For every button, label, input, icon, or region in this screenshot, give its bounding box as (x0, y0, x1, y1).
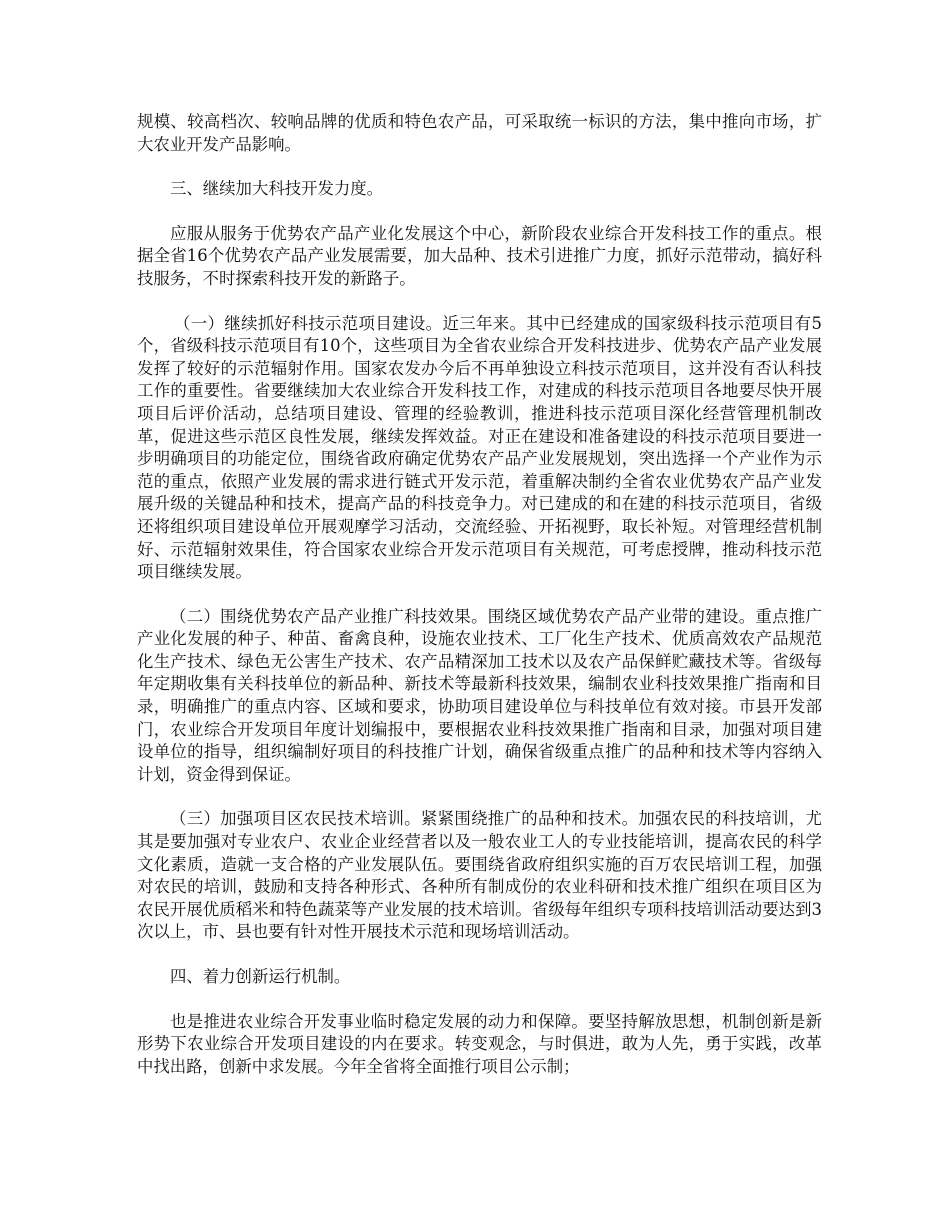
paragraph-subsection-3: （三）加强项目区农民技术培训。紧紧围绕推广的品种和技术。加强农民的科技培训，尤其是要加强对专业农户、农业企业经营者以及一般农业工人的专业技能培训，提高农民的科学文化素质，造就一支合格的产业发展队伍。要围绕省政府组织实施的百万农民培训工程，加强对农民的培训，鼓励和支持各种形式、各种所有制成份的农业科研和技术推广组织在项目区为农民开展优质稻米和特色蔬菜等产业发展的技术培训。省级每年组织专项科技培训活动要达到3次以上，市、县也要有针对性开展技术示范和现场培训活动。 (137, 809, 822, 942)
paragraph-gap (137, 156, 822, 178)
paragraph-section-4-intro: 也是推进农业综合开发事业临时稳定发展的动力和保障。要坚持解放思想，机制创新是新形势下农业综合开发项目建设的内在要求。转变观念，与时俱进，敢为人先，勇于实践，改革中找出路，创新中求发展。今年全省将全面推行项目公示制； (137, 1011, 822, 1076)
paragraph-gap (137, 989, 822, 1011)
paragraph-subsection-2: （二）围绕优势农产品产业推广科技效果。围绕区域优势农产品产业带的建设。重点推广产业化发展的种子、种苗、畜禽良种，设施农业技术、工厂化生产技术、优质高效农产品规范化生产技术、绿色无公害生产技术、农产品精深加工技术以及农产品保鲜贮藏技术等。省级每年定期收集有关科技单位的新品种、新技术等最新科技效果，编制农业科技效果推广指南和目录，明确推广的重点内容、区域和要求，协助项目建设单位与科技单位有效对接。市县开发部门，农业综合开发项目年度计划编报中，要根据农业科技效果推广指南和目录，加强对项目建设单位的指导，组织编制好项目的科技推广计划，确保省级重点推广的品种和技术等内容纳入计划，资金得到保证。 (137, 606, 822, 784)
paragraph-gap (137, 786, 822, 808)
paragraph-gap (137, 201, 822, 223)
paragraph-section-3-intro: 应服从服务于优势农产品产业化发展这个中心，新阶段农业综合开发科技工作的重点。根据全省16个优势农产品产业发展需要，加大品种、技术引进推广力度，抓好示范带动，搞好科技服务，不时探索科技开发的新路子。 (137, 223, 822, 288)
document-page (137, 111, 822, 1078)
paragraph-gap (137, 944, 822, 966)
section-heading-4: 四、着力创新运行机制。 (170, 967, 351, 986)
paragraph-gap (137, 584, 822, 606)
paragraph-gap (137, 291, 822, 313)
paragraph-subsection-1: （一）继续抓好科技示范项目建设。近三年来。其中已经建成的国家级科技示范项目有5个，省级科技示范项目有10个，这些项目为全省农业综合开发科技进步、优势农产品产业发展发挥了较好的示范辐射作用。国家农发办今后不再单独设立科技示范项目，这并没有否认科技工作的重要性。省要继续加大农业综合开发科技工作，对建成的科技示范项目各地要尽快开展项目后评价活动，总结项目建设、管理的经验教训，推进科技示范项目深化经营管理机制改革，促进这些示范区良性发展，继续发挥效益。对正在建设和准备建设的科技示范项目要进一步明确项目的功能定位，围绕省政府确定优势农产品产业发展规划，突出选择一个产业作为示范的重点，依照产业发展的需求进行链式开发示范，着重解决制约全省农业优势农产品产业发展升级的关键品种和技术，提高产品的科技竞争力。对已建成的和在建的科技示范项目，省级还将组织项目建设单位开展观摩学习活动，交流经验、开拓视野，取长补短。对管理经营机制好、示范辐射效果佳，符合国家农业综合开发示范项目有关规范，可考虑授牌，推动科技示范项目继续发展。 (137, 313, 822, 582)
paragraph-intro: 规模、较高档次、较响品牌的优质和特色农产品，可采取统一标识的方法，集中推向市场，扩大农业开发产品影响。 (137, 112, 822, 154)
section-heading-3: 三、继续加大科技开发力度。 (170, 179, 384, 199)
